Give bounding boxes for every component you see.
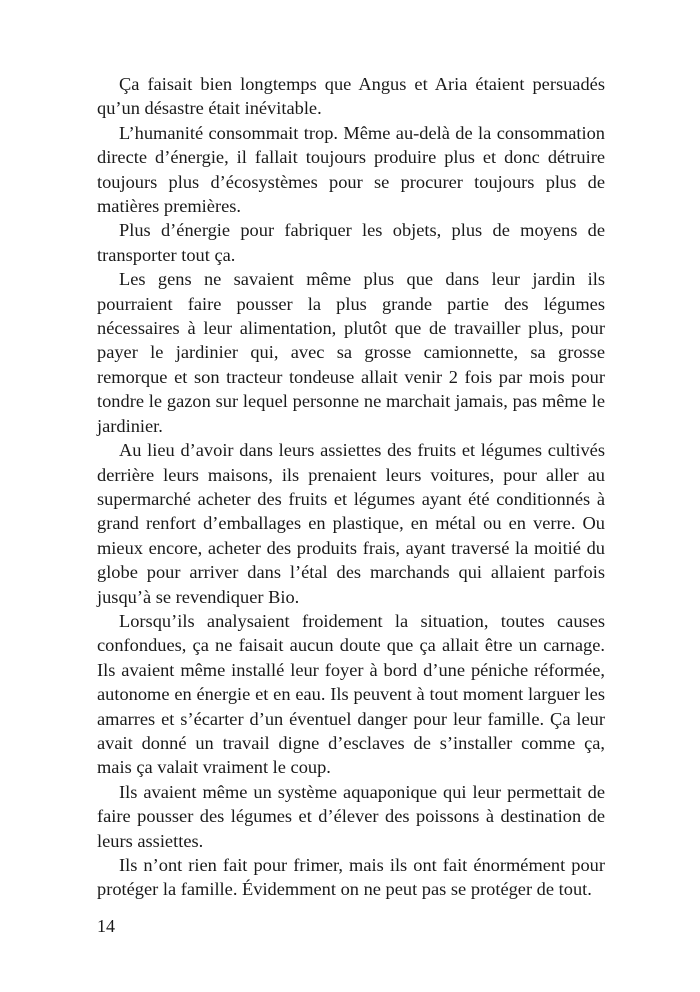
page-number: 14 (97, 916, 115, 936)
body-text (97, 72, 605, 902)
paragraph: Les gens ne savaient même plus que dans leur jardin ils pourraient faire pousser la plus grande partie des légumes nécessaires à leur alimentation, plutôt que de travailler plus, pour payer le jardinier qui, avec sa grosse camionnette, sa grosse remorque et son tracteur tondeuse allait venir 2 fois par mois pour tondre le gazon sur lequel personne ne marchait jamais, pas même le jardinier. (97, 269, 605, 436)
paragraph: Au lieu d’avoir dans leurs assiettes des fruits et légumes cultivés derrière leurs maisons, ils prenaient leurs voitures, pour aller au supermarché acheter des fruits et légumes ayant été conditionnés à grand renfort d’emballages en plastique, en métal ou en verre. Ou mieux encore, acheter des produits frais, ayant traversé la moitié du globe pour arriver dans l’étal des marchands qui allaient parfois jusqu’à se revendiquer Bio. (97, 440, 605, 607)
paragraph: Plus d’énergie pour fabriquer les objets, plus de moyens de transporter tout ça. (97, 220, 605, 265)
paragraph: Lorsqu’ils analysaient froidement la situation, toutes causes confondues, ça ne faisait aucun doute que ça allait être un carnage. Ils avaient même installé leur foyer à bord d’une péniche réformée, autonome en énergie et en eau. Ils peuvent à tout moment larguer les amarres et s’écarter d’un éventuel danger pour leur famille. Ça leur avait donné un travail digne d’esclaves de s’installer comme ça, mais ça valait vraiment le coup. (97, 610, 605, 778)
paragraph: Ils n’ont rien fait pour frimer, mais ils ont fait énormément pour protéger la famille. Évidemment on ne peut pas se protéger de tout. (97, 855, 605, 900)
paragraph: Ça faisait bien longtemps que Angus et Aria étaient persuadés qu’un désastre était inévitable. (97, 74, 605, 119)
paragraph: Ils avaient même un système aquaponique qui leur permettait de faire pousser des légumes et d’élever des poissons à destination de leurs assiettes. (97, 781, 605, 851)
paragraph: L’humanité consommait trop. Même au-delà de la consommation directe d’énergie, il fallait toujours produire plus et donc détruire toujours plus d’écosystèmes pour se procurer toujours plus de matières premières. (97, 122, 605, 217)
